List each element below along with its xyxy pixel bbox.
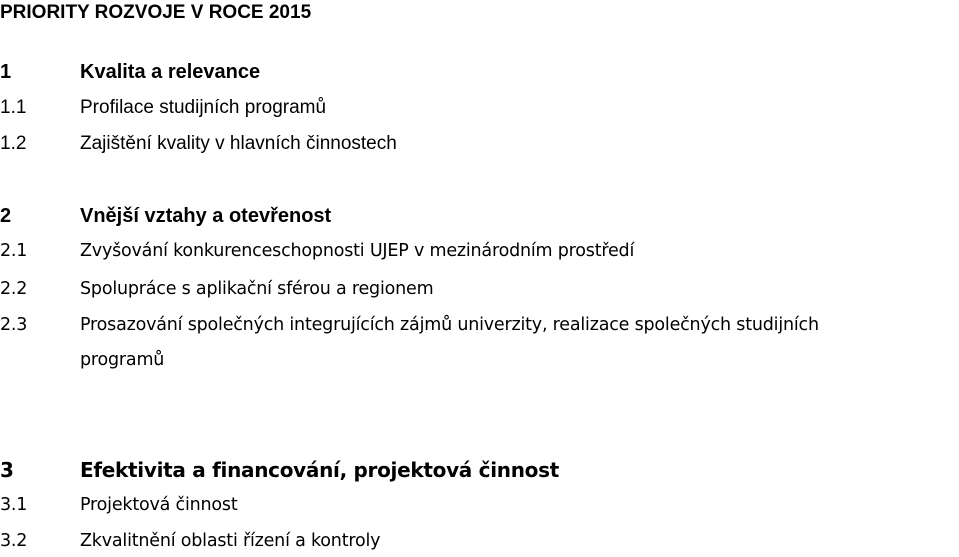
page-title: [0, 3, 311, 22]
section-title: Efektivita a financování, projektová činnost: [80, 458, 559, 482]
item-text-line-2: programů: [80, 350, 165, 370]
section-title: Kvalita a relevance: [80, 61, 261, 83]
item-number: 1.1: [0, 97, 27, 118]
item-text: Zkvalitnění oblasti řízení a kontroly: [80, 531, 381, 551]
item-text: Zvyšování konkurenceschopnosti UJEP v mezinárodním prostředí: [80, 241, 635, 261]
section-number: 1: [0, 61, 12, 83]
item-text: Projektová činnost: [80, 495, 238, 515]
item-text: Spolupráce s aplikační sférou a regionem: [80, 279, 434, 299]
item-number: 1.2: [0, 133, 27, 154]
section-number: 3: [0, 458, 14, 482]
item-text: Zajištění kvality v hlavních činnostech: [80, 133, 397, 154]
item-number: 2.1: [0, 241, 28, 261]
item-number: 3.1: [0, 495, 28, 515]
page-title-text: PRIORITY ROZVOJE V ROCE 2015: [0, 2, 312, 23]
item-text-line-1: Prosazování společných integrujících zájmů univerzity, realizace společných studijních: [80, 315, 819, 335]
item-number: 3.2: [0, 531, 28, 551]
section-number: 2: [0, 205, 12, 227]
item-text: Profilace studijních programů: [80, 97, 327, 118]
section-title: Vnější vztahy a otevřenost: [80, 205, 332, 227]
item-number: 2.2: [0, 279, 28, 299]
item-number: 2.3: [0, 315, 28, 335]
